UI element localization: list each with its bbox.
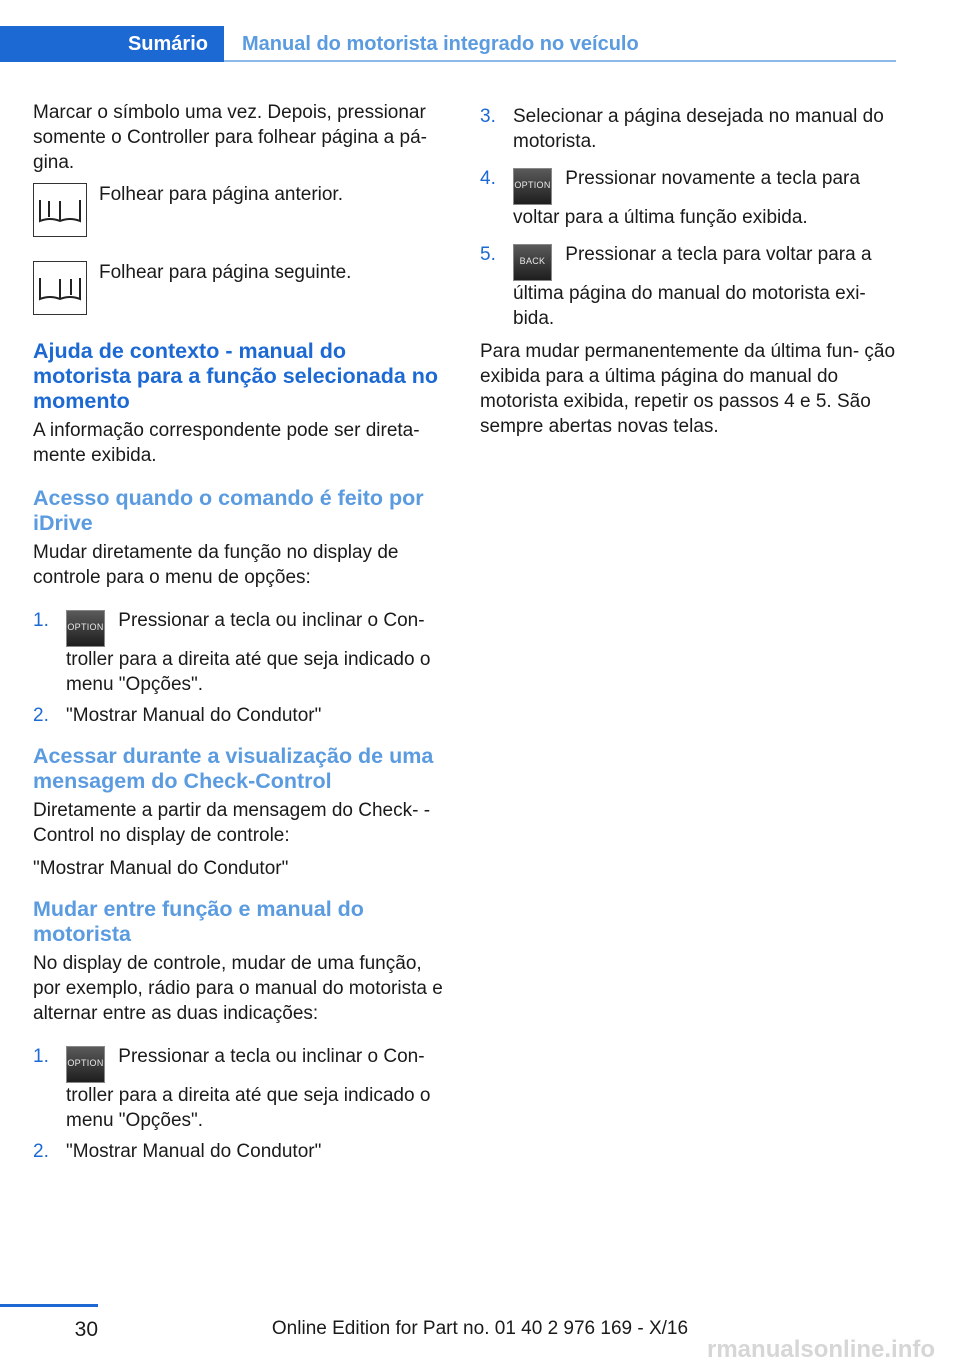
header-divider <box>224 60 896 62</box>
switch-paragraph: No display de controle, mudar de uma função, por exemplo, rádio para o manual do motorista e alternar entre as duas indicações: <box>33 953 443 1024</box>
heading-check-control: Acessar durante a visualização de uma mensagem do Check-Control <box>33 744 434 793</box>
step-text: "Mostrar Manual do Condutor" <box>66 1141 322 1162</box>
tab-sumario[interactable]: Sumário <box>0 26 224 62</box>
option-button-icon: OPTION <box>66 1046 105 1083</box>
step-number: 5. <box>480 244 496 265</box>
idrive-steps-list <box>33 608 447 728</box>
heading-context-help: Ajuda de contexto - manual do motorista para a função selecionada no momento <box>33 339 439 413</box>
step-number: 4. <box>480 168 496 189</box>
step-text: Selecionar a página desejada no manual do motorista. <box>513 106 884 152</box>
step-text: Pressionar a tecla ou inclinar o Con‐ troller para a direita até que seja indicado o menu "Opções". <box>66 1046 431 1131</box>
continued-steps-list <box>480 104 900 331</box>
list-item <box>33 1044 447 1133</box>
list-item <box>33 608 447 697</box>
check-paragraph: Diretamente a partir da mensagem do Check- -Control no display de controle: <box>33 800 431 846</box>
page-forward-label: Folhear para página seguinte. <box>99 262 352 283</box>
check-paragraph-2: "Mostrar Manual do Condutor" <box>33 858 289 879</box>
edition-text: Online Edition for Part no. 01 40 2 976 169 - X/16 <box>271 1318 689 1339</box>
step-text: Pressionar novamente a tecla para voltar para a última função exibida. <box>513 168 860 228</box>
list-item <box>480 104 900 154</box>
final-paragraph: Para mudar permanentemente da última fun‐ ção exibida para a última página do manual do motorista exibida, repetir os passos 4 e 5. São sempre abertas novas telas. <box>480 341 896 437</box>
watermark: rmanualsonline.info <box>707 1336 936 1363</box>
heading-idrive-access: Acesso quando o comando é feito por iDrive <box>33 486 424 535</box>
idrive-paragraph: Mudar diretamente da função no display de controle para o menu de opções: <box>33 542 399 588</box>
context-paragraph: A informação correspondente pode ser direta‐ mente exibida. <box>33 420 420 466</box>
page-back-row <box>33 183 447 239</box>
list-item <box>33 703 447 728</box>
step-number: 2. <box>33 705 49 726</box>
switch-steps-list <box>33 1044 447 1164</box>
step-number: 2. <box>33 1141 49 1162</box>
list-item <box>33 1139 447 1164</box>
book-page-back-icon <box>33 183 87 237</box>
step-text: Pressionar a tecla ou inclinar o Con‐ troller para a direita até que seja indicado o menu "Opções". <box>66 610 431 695</box>
step-number: 3. <box>480 106 496 127</box>
page-forward-row <box>33 261 447 317</box>
book-page-forward-icon <box>33 261 87 315</box>
step-number: 1. <box>33 610 49 631</box>
option-button-icon: OPTION <box>513 168 552 205</box>
page-header <box>0 0 960 62</box>
page-number: 30 <box>74 1318 98 1341</box>
heading-switch: Mudar entre função e manual do motorista <box>33 897 364 946</box>
step-text: Pressionar a tecla para voltar para a última página do manual do motorista exi‐ bida. <box>513 244 872 329</box>
manual-title-link[interactable]: Manual do motorista integrado no veículo <box>242 32 639 55</box>
list-item <box>480 166 900 230</box>
footer-divider <box>0 1304 98 1307</box>
step-text: "Mostrar Manual do Condutor" <box>66 705 322 726</box>
step-number: 1. <box>33 1046 49 1067</box>
page-back-label: Folhear para página anterior. <box>99 184 343 205</box>
left-column <box>33 100 447 1172</box>
list-item <box>480 242 900 331</box>
right-column <box>480 100 900 447</box>
option-button-icon: OPTION <box>66 610 105 647</box>
back-button-icon: BACK <box>513 244 552 281</box>
intro-paragraph: Marcar o símbolo uma vez. Depois, pressionar somente o Controller para folhear página a pá‐ gina. <box>33 102 427 173</box>
